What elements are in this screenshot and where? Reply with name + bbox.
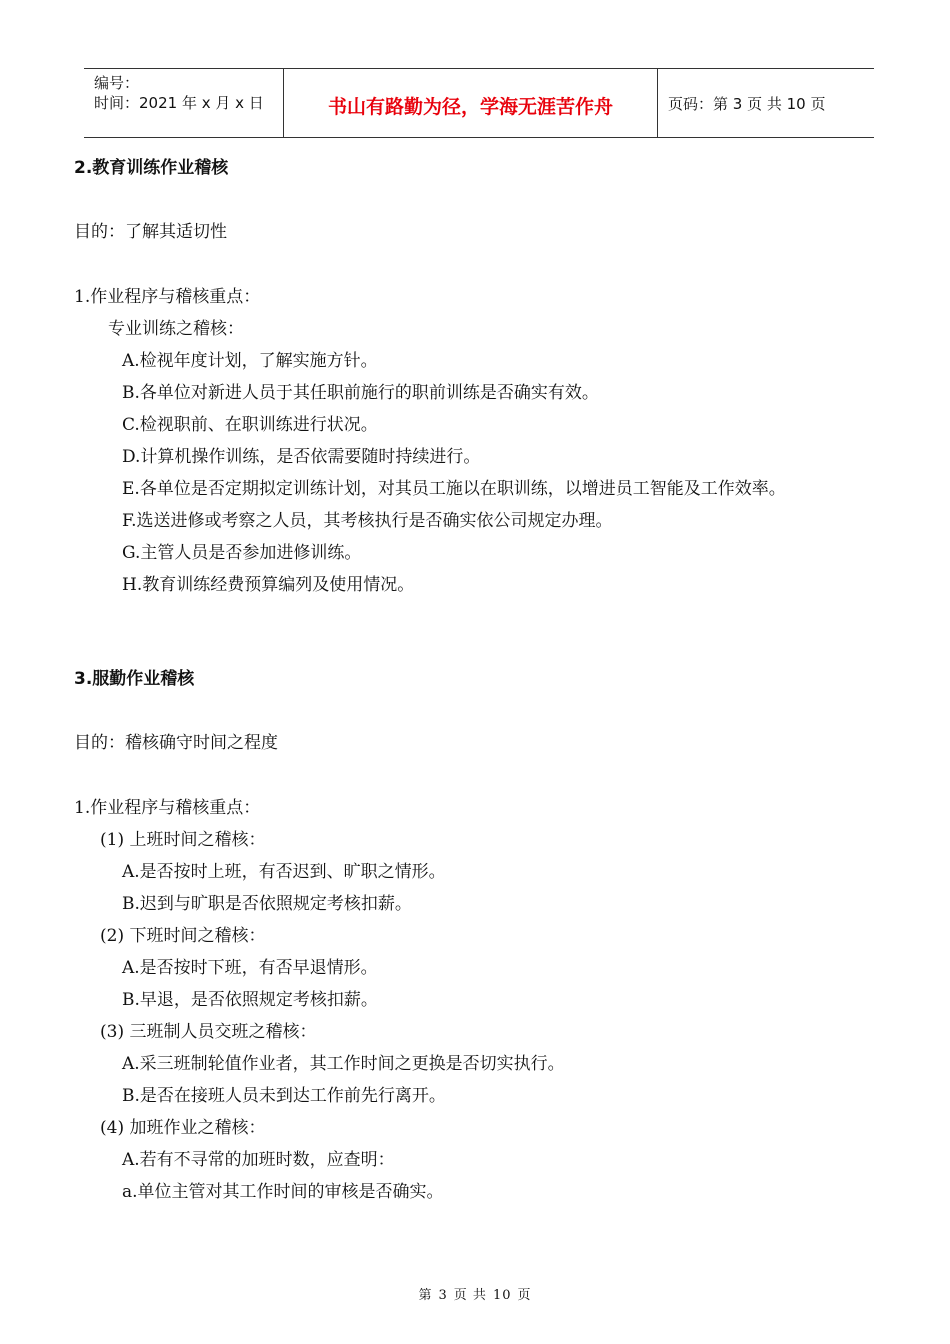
section-purpose: 目的：了解其适切性: [74, 222, 227, 242]
sub-heading: (3) 三班制人员交班之稽核：: [100, 1022, 317, 1042]
list-item: B.各单位对新进人员于其任职前施行的职前训练是否确实有效。: [122, 383, 599, 403]
document-date: 时间：2021 年 x 月 x 日: [94, 94, 264, 112]
header-motto: 书山有路勤为径，学海无涯苦作舟: [284, 69, 658, 137]
header-page-info: 页码：第 3 页 共 10 页: [668, 94, 826, 113]
footer-middle: 页 共: [453, 1288, 487, 1303]
footer-suffix: 页: [517, 1288, 532, 1303]
section-purpose: 目的：稽核确守时间之程度: [74, 733, 278, 753]
document-number: 编号：: [94, 74, 140, 92]
sub-heading: 专业训练之稽核：: [108, 319, 244, 339]
program-heading: 1.作业程序与稽核重点：: [74, 798, 261, 818]
list-item: A.采三班制轮值作业者，其工作时间之更换是否切实执行。: [122, 1054, 565, 1074]
list-item: a.单位主管对其工作时间的审核是否确实。: [122, 1182, 444, 1202]
list-item: F.选送进修或考察之人员，其考核执行是否确实依公司规定办理。: [122, 511, 613, 531]
section-title: 3.服勤作业稽核: [74, 669, 195, 689]
list-item: H.教育训练经费预算编列及使用情况。: [122, 575, 415, 595]
list-item: B.迟到与旷职是否依照规定考核扣薪。: [122, 894, 412, 914]
page-footer: [0, 1284, 950, 1303]
list-item: A.是否按时上班，有否迟到、旷职之情形。: [122, 862, 446, 882]
sub-heading: (2) 下班时间之稽核：: [100, 926, 266, 946]
program-heading: 1.作业程序与稽核重点：: [74, 287, 261, 307]
list-item: B.是否在接班人员未到达工作前先行离开。: [122, 1086, 446, 1106]
list-item: E.各单位是否定期拟定训练计划，对其员工施以在职训练，以增进员工智能及工作效率。: [122, 479, 786, 499]
list-item: D.计算机操作训练，是否依需要随时持续进行。: [122, 447, 481, 467]
footer-page-total: 10: [492, 1288, 512, 1303]
section-title: 2.教育训练作业稽核: [74, 158, 229, 178]
document-header: [84, 68, 874, 138]
list-item: B.早退，是否依照规定考核扣薪。: [122, 990, 378, 1010]
footer-page-number: 3: [438, 1288, 448, 1303]
header-meta: [84, 69, 284, 137]
footer-prefix: 第: [418, 1288, 433, 1303]
list-item: C.检视职前、在职训练进行状况。: [122, 415, 378, 435]
sub-heading: (4) 加班作业之稽核：: [100, 1118, 266, 1138]
list-item: G.主管人员是否参加进修训练。: [122, 543, 362, 563]
list-item: A.是否按时下班，有否早退情形。: [122, 958, 378, 978]
list-item: A.检视年度计划，了解实施方针。: [122, 351, 378, 371]
sub-heading: (1) 上班时间之稽核：: [100, 830, 266, 850]
list-item: A.若有不寻常的加班时数，应查明：: [122, 1150, 395, 1170]
